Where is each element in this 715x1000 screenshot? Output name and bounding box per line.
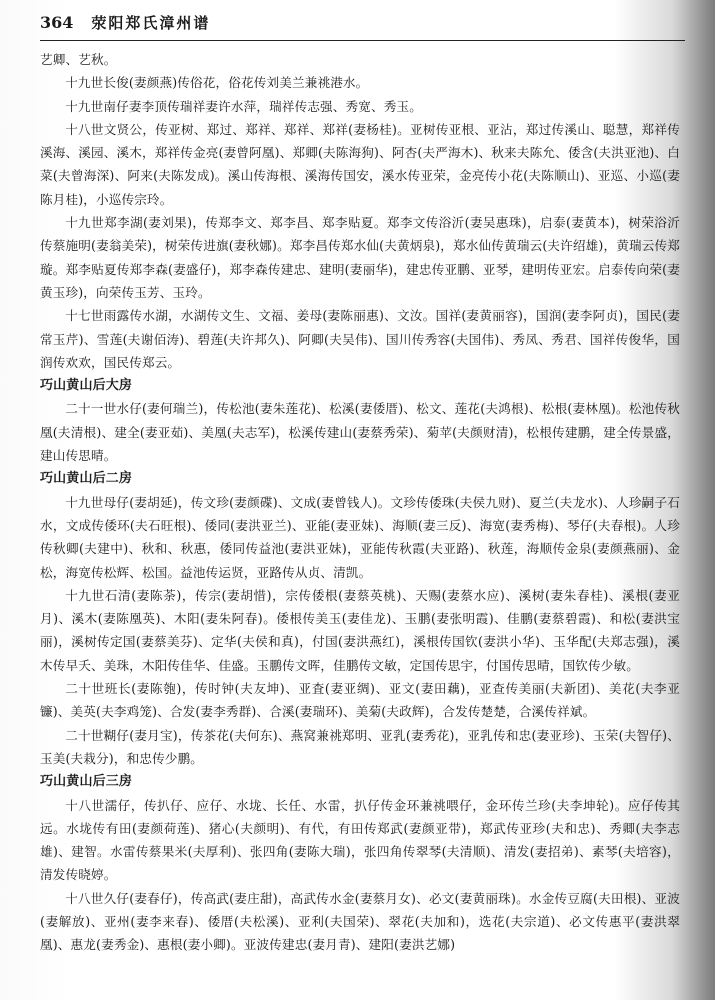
section-heading: 巧山黄山后二房 (40, 471, 133, 487)
paragraph: 二十世糊仔(妻月宝)，传茶花(夫何东)、燕窝兼祧郑明、亚乳(妻秀花)，亚乳传和忠(妻亚珍)、玉荣(夫智仔)、玉美(夫栽分)，和忠传少鹏。 (40, 727, 680, 766)
paragraph: 十九世母仔(妻胡延)，传文珍(妻颜碟)、文成(妻曾钱人)。文珍传倭珠(夫侯九财)、夏兰(夫龙水)、人珍嗣子石水，文成传倭环(夫石旺根)、倭同(妻洪亚兰)、亚能(妻亚妹)、海顺(妻三反)、海宽(妻秀梅)、琴仔(夫春根)。人珍传秋卿(夫建中)、秋和、秋惠，倭同传益池(妻洪亚妹)，亚能传秋霞(夫亚路)、秋莲，海顺传金泉(妻颜燕丽)、金松，海宽传松辉、松国。益池传运贤，亚路传从贞、清凯。 (40, 494, 680, 580)
paragraph-continuation: 艺卿、艺秋。 (40, 52, 117, 67)
paragraph: 二十一世水仔(妻何瑞兰)，传松池(妻朱莲花)、松溪(妻倭厝)、松文、莲花(夫鸿根)、松根(妻林凰)。松池传秋凰(夫清根)、建全(妻亚茹)、美凰(夫志军)，松溪传建山(妻蔡秀荣)、菊苹(夫颜财清)，松根传建鹏，建全传景盛，建山传思晴。 (40, 401, 680, 464)
paragraph: 十九世长俊(妻颜燕)传俗花，俗花传刘美兰兼祧港水。 (65, 75, 369, 91)
paragraph: 十八世久仔(妻春仔)，传高武(妻庄甜)，高武传水金(妻蔡月女)、必文(妻黄丽珠)。水金传豆腐(夫田根)、亚波(妻解放)、亚州(妻李来春)、倭厝(夫松溪)、亚利(夫国荣)、翠花(夫加和)，选花(夫宗道)、必文传惠平(妻洪翠凰)、惠龙(妻秀金)、惠根(妻小卿)。亚波传建忠(妻月青)、建阳(妻洪艺娜) (40, 890, 680, 953)
paragraph: 十九世南仔妻李顶传瑞祥妻许水萍，瑞祥传志强、秀宽、秀玉。 (65, 98, 423, 114)
paragraph: 十八世濡仔，传扒仔、应仔、水垅、长任、水雷，扒仔传金环兼祧喂仔，金环传兰珍(夫李坤轮)。应仔传其远。水垅传有田(妻颜荷莲)、猪心(夫颜明)、有代，有田传郑武(妻颜亚带)，郑武传亚珍(夫和忠)、秀卿(夫李志雄)、建智。水雷传蔡果米(夫厚利)、张四角(妻陈大瑞)，张四角传翠琴(夫清顺)、清发(妻招弟)、素琴(夫培容)，清发传晓婷。 (40, 797, 680, 883)
paragraph: 十七世雨露传水湖，水湖传文生、文福、姜母(妻陈丽惠)、文汝。国祥(妻黄丽容)，国润(妻李阿贞)，国民(妻常玉芹)、雪莲(夫谢佰涛)、碧莲(夫许邦久)、阿卿(夫吴伟)、国川传秀容(夫国伟)、秀凤、秀君、国祥传俊华，国润传欢欢，国民传郑云。 (40, 308, 680, 370)
paragraph: 十九世郑李湖(妻刘果)，传郑李文、郑李昌、郑李贴夏。郑李文传浴沂(妻吴惠珠)，启泰(妻黄本)，树荣浴沂传蔡施明(妻翁美荣)，树荣传进旗(妻秋娜)。郑李昌传郑水仙(夫黄炳泉)，郑水仙传黄瑞云(夫许绍雄)，黄瑞云传郑璇。郑李贴夏传郑李森(妻盛仔)，郑李森传建忠、建明(妻丽华)，建忠传亚鹏、亚琴，建明传亚宏。启泰传向荣(妻黄玉珍)，向荣传玉芳、玉玲。 (40, 215, 680, 300)
header-divider (40, 40, 685, 41)
paragraph: 十九世石清(妻陈荼)，传宗(妻胡惜)，宗传倭根(妻蔡英桃)、天赐(妻蔡水应)、溪树(妻朱春桂)、溪根(妻亚月)、溪木(妻陈凰英)、木阳(妻朱阿春)。倭根传美玉(妻佳龙)、玉鹏(妻张明霞)、佳鹏(妻蔡碧霞)、和松(妻洪宝丽)，溪树传定国(妻蔡美芬)、定华(夫侯和真)，付国(妻洪燕红)，溪根传国钦(妻洪小华)、玉华配(夫郑志强)，溪木传早夭、美珠，木阳传佳华、佳盛。玉鹏传文晖，佳鹏传文敏，定国传思宇，付国传思晴，国钦传少敏。 (40, 587, 680, 673)
paragraph: 十八世文贤公，传亚树、郑过、郑祥、郑祥、郑祥(妻杨桂)。亚树传亚根、亚沾，郑过传溪山、聪慧，郑祥传溪海、溪园、溪木，郑祥传金亮(妻曾阿凰)、郑卿(夫陈海狗)、阿杏(夫严海木)、秋来夫陈允、倭含(夫洪亚池)、白菜(夫曾海深)、阿来(夫陈发成)。溪山传海根、溪海传国安，溪水传亚荣，金亮传小花(夫陈顺山)、亚巡、小巡(妻陈月桂)，小巡传宗玲。 (40, 121, 680, 207)
page-body (40, 48, 680, 988)
running-title: 荥阳郑氏漳州谱 (91, 14, 211, 32)
page-number: 364 (40, 13, 74, 32)
page-header (40, 12, 685, 38)
section-heading: 巧山黄山后三房 (40, 774, 133, 790)
paragraph: 二十世班长(妻陈匏)，传时钟(夫友坤)、亚査(妻亚绸)、亚文(妻田藕)，亚查传美丽(夫新团)、美花(夫李亚镰)、美英(夫李鸡笼)、合发(妻李秀群)、合溪(妻瑞环)、美菊(夫政辉)，合发传楚楚，合溪传祥斌。 (40, 681, 680, 720)
section-heading: 巧山黄山后大房 (40, 378, 133, 394)
